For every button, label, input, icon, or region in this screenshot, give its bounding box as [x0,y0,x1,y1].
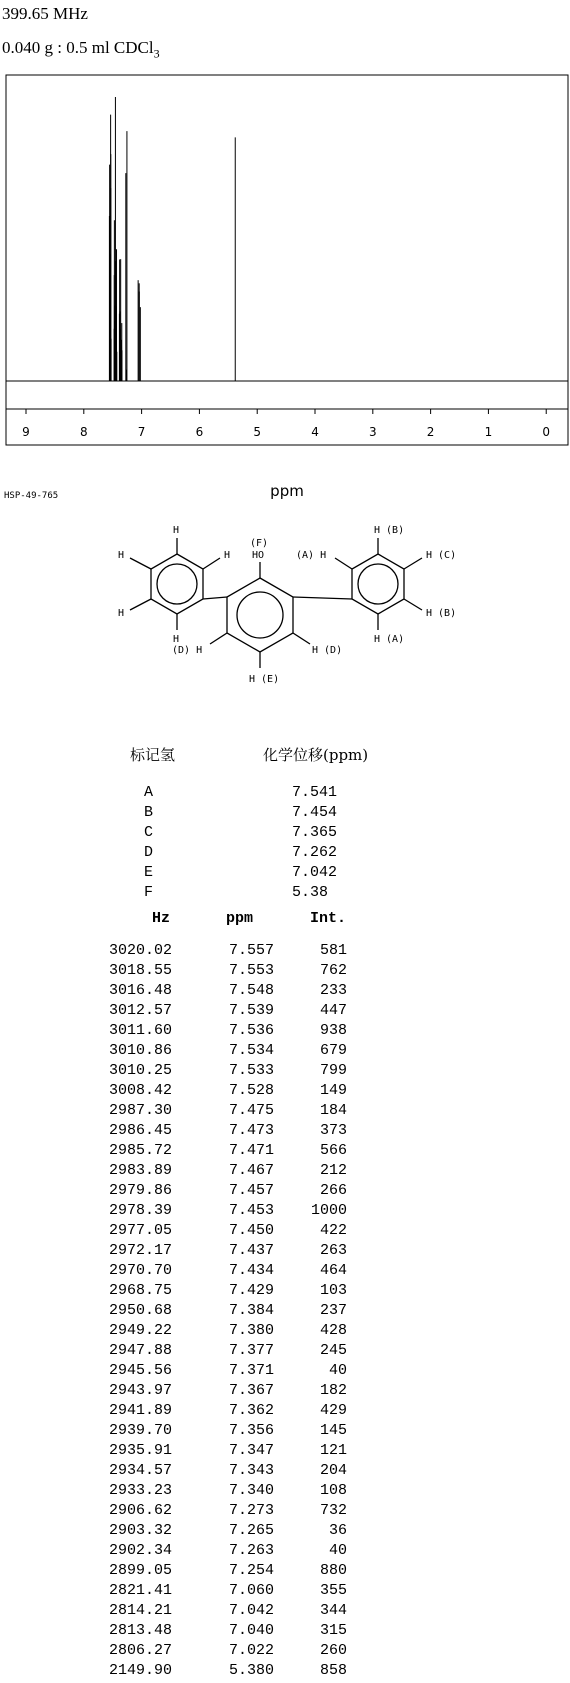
shift-label-cell: C [144,824,154,841]
peak-ppm-cell: 7.022 [228,1642,274,1659]
peak-ppm-cell: 7.528 [228,1082,274,1099]
peak-int-cell: 266 [319,1182,347,1199]
ch-bond [130,599,151,610]
shift-value-cell: 7.262 [292,844,338,861]
peak-table-row [0,1242,570,1262]
shift-table-row [0,884,570,904]
left-ring-aromatic-circle [157,564,197,604]
shift-label-cell: A [144,784,154,801]
shift-table-header-shift: 化学位移(ppm) [263,746,369,764]
peak-ppm-cell: 7.377 [228,1342,274,1359]
shift-table-row [0,844,570,864]
peak-table-row [0,1162,570,1182]
peak-int-cell: 315 [319,1622,347,1639]
peak-ppm-cell: 7.553 [228,962,274,979]
peak-int-cell: 245 [319,1342,347,1359]
atom-label-he: H (E) [249,674,280,685]
peak-ppm-cell: 7.367 [228,1382,274,1399]
atom-label-h: H [173,525,180,536]
peak-hz-cell: 2814.21 [108,1602,172,1619]
peak-table-row [0,1062,570,1082]
peak-table-row [0,962,570,982]
x-tick-label: 2 [426,425,435,439]
peak-hz-cell: 2987.30 [108,1102,172,1119]
atom-label-hd: H (D) [312,645,343,656]
peak-table-row [0,1382,570,1402]
peak-int-cell: 40 [328,1362,347,1379]
peak-hz-cell: 2950.68 [108,1302,172,1319]
peak-int-cell: 880 [319,1562,347,1579]
peak-ppm-cell: 7.450 [228,1222,274,1239]
peak-ppm-cell: 5.380 [228,1662,274,1679]
peak-hz-cell: 2979.86 [108,1182,172,1199]
x-tick-label: 7 [137,425,146,439]
peak-table-row [0,1182,570,1202]
peak-ppm-cell: 7.533 [228,1062,274,1079]
peak-hz-cell: 2934.57 [108,1462,172,1479]
peak-ppm-cell: 7.471 [228,1142,274,1159]
peak-int-cell: 103 [319,1282,347,1299]
peak-int-cell: 355 [319,1582,347,1599]
peak-ppm-cell: 7.263 [228,1542,274,1559]
peak-table-row [0,1582,570,1602]
peak-table-row [0,1562,570,1582]
peak-int-cell: 428 [319,1322,347,1339]
atom-label-hd: (D) H [172,645,203,656]
peak-ppm-cell: 7.557 [228,942,274,959]
peak-table-header-int: Int. [310,910,347,927]
peak-ppm-cell: 7.473 [228,1122,274,1139]
peak-table-row [0,1042,570,1062]
atom-label-oh: HO [252,550,265,561]
peak-int-cell: 149 [319,1082,347,1099]
ch-bond [404,599,422,610]
shift-value-cell: 7.541 [292,784,338,801]
peak-int-cell: 182 [319,1382,347,1399]
peak-ppm-cell: 7.347 [228,1442,274,1459]
peak-int-cell: 204 [319,1462,347,1479]
ch-bond [203,558,220,569]
peak-ppm-cell: 7.273 [228,1502,274,1519]
peak-hz-cell: 2947.88 [108,1342,172,1359]
peak-table-row [0,1222,570,1242]
peak-hz-cell: 3012.57 [108,1002,172,1019]
peak-hz-cell: 3010.25 [108,1062,172,1079]
peak-int-cell: 373 [319,1122,347,1139]
peak-hz-cell: 2977.05 [108,1222,172,1239]
sample-label [2,38,160,61]
shift-table-row [0,804,570,824]
peak-hz-cell: 2949.22 [108,1322,172,1339]
shift-value-cell: 7.042 [292,864,338,881]
peak-table-row [0,1522,570,1542]
peak-hz-cell: 2806.27 [108,1642,172,1659]
x-tick-label: 9 [22,425,30,439]
x-tick-label: 3 [368,425,377,439]
peak-hz-cell: 2903.32 [108,1522,172,1539]
ch-bond [293,633,310,644]
peak-int-cell: 145 [319,1422,347,1439]
peak-hz-cell: 2941.89 [108,1402,172,1419]
peak-int-cell: 799 [319,1062,347,1079]
peak-ppm-cell: 7.384 [228,1302,274,1319]
peak-hz-cell: 2902.34 [108,1542,172,1559]
x-tick-label: 5 [253,425,262,439]
ch-bond [404,558,422,569]
shift-table-header-label: 标记氢 [130,746,176,764]
peak-int-cell: 260 [319,1642,347,1659]
peak-table-row [0,1362,570,1382]
atom-label-hb: H (B) [374,525,405,536]
peak-table-row [0,1262,570,1282]
peak-int-cell: 1000 [310,1202,347,1219]
atom-label-h: H [118,550,125,561]
shift-label-cell: E [144,864,154,881]
peak-hz-cell: 2943.97 [108,1382,172,1399]
peak-ppm-cell: 7.457 [228,1182,274,1199]
shift-value-cell: 5.38 [292,884,329,901]
left-biaryl-bond [203,597,227,599]
peak-ppm-cell: 7.536 [228,1022,274,1039]
peak-int-cell: 36 [328,1522,347,1539]
peak-table-row [0,1462,570,1482]
sample-main-text: 0.040 g : 0.5 ml CDCl [2,38,154,57]
atom-label-ha: (A) H [296,550,327,561]
atom-label-hb: H (B) [426,608,457,619]
peak-ppm-cell: 7.371 [228,1362,274,1379]
peak-ppm-cell: 7.254 [228,1562,274,1579]
peak-int-cell: 233 [319,982,347,999]
right-ring-aromatic-circle [358,564,398,604]
peak-ppm-cell: 7.060 [228,1582,274,1599]
peak-int-cell: 422 [319,1222,347,1239]
peak-table-row [0,1602,570,1622]
molecule-structure [60,510,500,740]
peak-hz-cell: 2978.39 [108,1202,172,1219]
shift-table-row [0,784,570,804]
peak-ppm-cell: 7.265 [228,1522,274,1539]
peak-int-cell: 447 [319,1002,347,1019]
peak-ppm-cell: 7.475 [228,1102,274,1119]
peak-ppm-cell: 7.453 [228,1202,274,1219]
peak-hz-cell: 2813.48 [108,1622,172,1639]
ch-bond [130,558,151,569]
peak-hz-cell: 2945.56 [108,1362,172,1379]
peak-int-cell: 581 [319,942,347,959]
shift-value-cell: 7.454 [292,804,338,821]
peak-hz-cell: 2899.05 [108,1562,172,1579]
peak-hz-cell: 2935.91 [108,1442,172,1459]
central-ring-aromatic-circle [237,592,283,638]
peak-int-cell: 237 [319,1302,347,1319]
atom-label-h: H [173,634,180,645]
peak-hz-cell: 2149.90 [108,1662,172,1679]
peak-int-cell: 429 [319,1402,347,1419]
peak-hz-cell: 2972.17 [108,1242,172,1259]
x-tick-label: 8 [79,425,88,439]
atom-label-f-tag: (F) [250,538,269,549]
nmr-spectrum-chart [0,72,570,502]
peak-table-row [0,1022,570,1042]
peak-int-cell: 344 [319,1602,347,1619]
atom-label-ha: H (A) [374,634,405,645]
peak-int-cell: 464 [319,1262,347,1279]
peak-table-row [0,1342,570,1362]
shift-label-cell: D [144,844,154,861]
shift-table-row [0,864,570,884]
atom-label-h: H [224,550,231,561]
peak-table-row [0,1082,570,1102]
peak-table-row [0,1302,570,1322]
peak-int-cell: 212 [319,1162,347,1179]
peak-table-row [0,1202,570,1222]
peak-ppm-cell: 7.356 [228,1422,274,1439]
peak-table-row [0,942,570,962]
peak-hz-cell: 2983.89 [108,1162,172,1179]
left-phenyl-ring [151,554,203,614]
shift-value-cell: 7.365 [292,824,338,841]
sample-subscript: 3 [153,46,160,61]
peak-ppm-cell: 7.429 [228,1282,274,1299]
peak-table-row [0,1442,570,1462]
ch-bond [335,558,352,569]
peak-ppm-cell: 7.040 [228,1622,274,1639]
peak-int-cell: 732 [319,1502,347,1519]
peak-table-row [0,1142,570,1162]
x-tick-label: 1 [484,425,493,439]
peak-table-row [0,982,570,1002]
peak-ppm-cell: 7.539 [228,1002,274,1019]
peak-hz-cell: 2933.23 [108,1482,172,1499]
peak-table-row [0,1622,570,1642]
x-tick-label: 0 [542,425,551,439]
peak-table-row [0,1542,570,1562]
atom-label-h: H [118,608,125,619]
shift-label-cell: B [144,804,154,821]
peak-ppm-cell: 7.042 [228,1602,274,1619]
peak-int-cell: 121 [319,1442,347,1459]
peak-hz-cell: 2970.70 [108,1262,172,1279]
peak-table-row [0,1122,570,1142]
peak-table-row [0,1642,570,1662]
peak-int-cell: 40 [328,1542,347,1559]
x-tick-label: 6 [195,425,204,439]
peak-hz-cell: 2968.75 [108,1282,172,1299]
peak-int-cell: 762 [319,962,347,979]
peak-hz-cell: 2906.62 [108,1502,172,1519]
peak-hz-cell: 3016.48 [108,982,172,999]
peak-hz-cell: 2986.45 [108,1122,172,1139]
peak-table-row [0,1482,570,1502]
peak-ppm-cell: 7.437 [228,1242,274,1259]
ch-bond [210,633,227,644]
peak-hz-cell: 3018.55 [108,962,172,979]
right-phenyl-ring [352,554,404,614]
peak-int-cell: 858 [319,1662,347,1679]
peak-table-row [0,1402,570,1422]
peak-int-cell: 679 [319,1042,347,1059]
peak-ppm-cell: 7.343 [228,1462,274,1479]
peak-ppm-cell: 7.340 [228,1482,274,1499]
shift-table-row [0,824,570,844]
x-axis-label: ppm [270,482,304,500]
right-biaryl-bond [293,597,352,599]
peak-hz-cell: 3010.86 [108,1042,172,1059]
peak-hz-cell: 3011.60 [108,1022,172,1039]
peak-hz-cell: 3008.42 [108,1082,172,1099]
peak-hz-cell: 2821.41 [108,1582,172,1599]
peak-ppm-cell: 7.362 [228,1402,274,1419]
peak-ppm-cell: 7.548 [228,982,274,999]
peak-int-cell: 184 [319,1102,347,1119]
peak-hz-cell: 2939.70 [108,1422,172,1439]
shift-label-cell: F [144,884,154,901]
peak-int-cell: 566 [319,1142,347,1159]
x-tick-label: 4 [311,425,319,439]
peak-table-header-ppm: ppm [226,910,254,927]
peak-table-row [0,1102,570,1122]
plot-frame [6,75,568,445]
peak-table-row [0,1282,570,1302]
peak-hz-cell: 2985.72 [108,1142,172,1159]
peak-table-row [0,1502,570,1522]
peak-hz-cell: 3020.02 [108,942,172,959]
peak-int-cell: 938 [319,1022,347,1039]
peak-ppm-cell: 7.380 [228,1322,274,1339]
peak-int-cell: 108 [319,1482,347,1499]
peak-table-row [0,1422,570,1442]
peak-ppm-cell: 7.434 [228,1262,274,1279]
peak-table-row [0,1662,570,1682]
spectrum-code: HSP-49-765 [4,491,59,501]
peak-ppm-cell: 7.467 [228,1162,274,1179]
peak-table-row [0,1322,570,1342]
peak-ppm-cell: 7.534 [228,1042,274,1059]
frequency-label: 399.65 MHz [2,4,88,23]
peak-int-cell: 263 [319,1242,347,1259]
peak-table-row [0,1002,570,1022]
atom-label-hc: H (C) [426,550,457,561]
peak-table-header-hz: Hz [152,910,171,927]
